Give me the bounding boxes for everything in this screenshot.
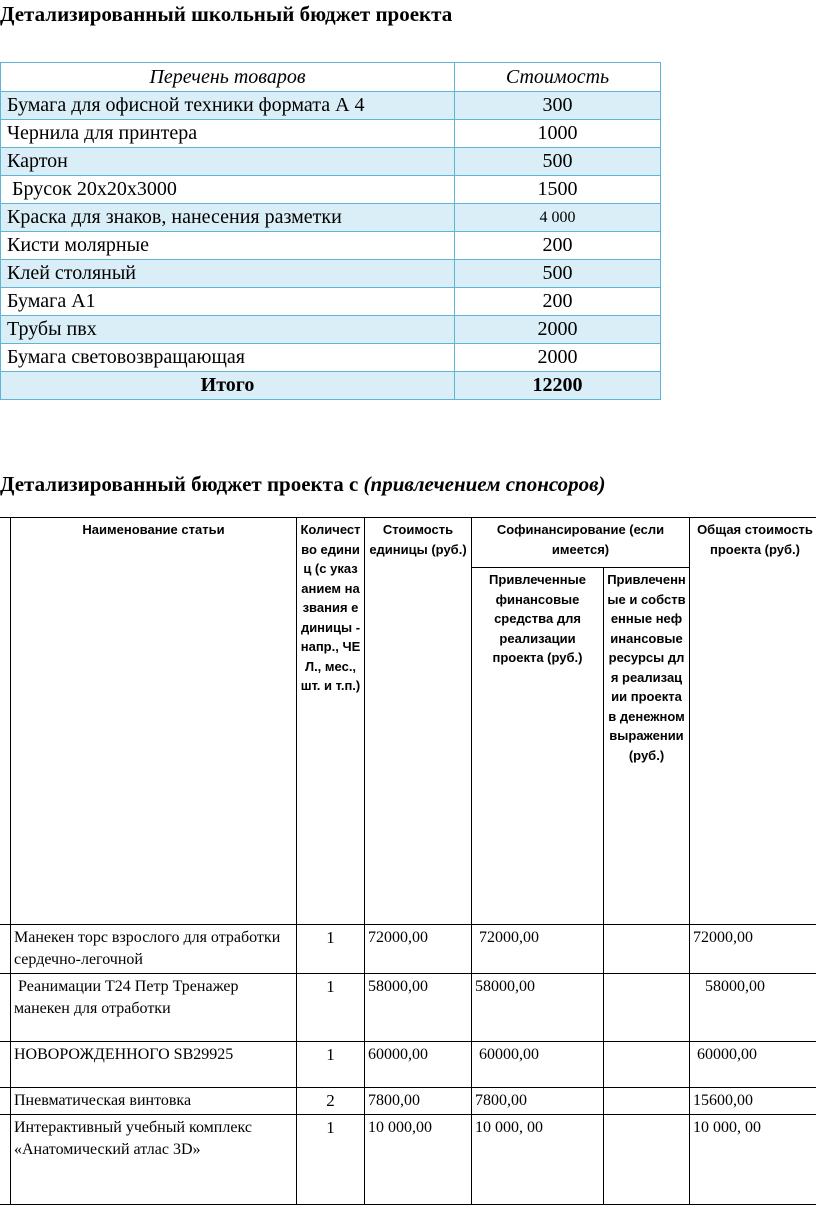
total-cell: 60000,00 (690, 1042, 816, 1088)
edge-cell (0, 518, 11, 925)
name-cell: Пневматическая винтовка (11, 1088, 297, 1115)
own-cell (604, 1088, 690, 1115)
table-row (0, 1115, 816, 1205)
cost-cell: 200 (455, 288, 661, 316)
sponsor-budget-table (0, 517, 816, 1205)
item-cell: Клей столяный (1, 260, 455, 288)
qty-cell: 1 (297, 1042, 365, 1088)
table-row (1, 120, 661, 148)
edge-cell (0, 974, 11, 1042)
header-own: Привлеченные и собственные нефинансовые ресурсы для реализации проекта в денежном выражении (руб.) (604, 568, 690, 925)
total-cell: 15600,00 (690, 1088, 816, 1115)
header-qty: Количество единиц (с указанием названия единицы - напр., ЧЕЛ., мес., шт. и т.п.) (297, 518, 365, 925)
item-cell: Бумага для офисной техники формата А 4 (1, 92, 455, 120)
edge-cell (0, 925, 11, 974)
cost-cell: 1500 (455, 176, 661, 204)
header-name: Наименование статьи (11, 518, 297, 925)
table-row (1, 176, 661, 204)
edge-cell (0, 1042, 11, 1088)
item-cell: Картон (1, 148, 455, 176)
attracted-cell: 10 000, 00 (472, 1115, 604, 1205)
table-row (0, 974, 816, 1042)
qty-cell: 1 (297, 974, 365, 1042)
item-cell: Бумага А1 (1, 288, 455, 316)
own-cell (604, 974, 690, 1042)
item-cell: Чернила для принтера (1, 120, 455, 148)
cost-cell: 4 000 (455, 204, 661, 232)
item-cell: Бумага световозвращающая (1, 344, 455, 372)
qty-cell: 2 (297, 1088, 365, 1115)
attracted-cell: 72000,00 (472, 925, 604, 974)
table-row (1, 204, 661, 232)
table-row (0, 925, 816, 974)
unit-cost-cell: 58000,00 (365, 974, 472, 1042)
table-header-row (0, 518, 816, 568)
cost-cell: 500 (455, 260, 661, 288)
attracted-cell: 7800,00 (472, 1088, 604, 1115)
header-attracted: Привлеченные финансовые средства для реализации проекта (руб.) (472, 568, 604, 925)
cost-cell: 200 (455, 232, 661, 260)
header-unit-cost: Стоимость единицы (руб.) (365, 518, 472, 925)
item-cell: Трубы пвх (1, 316, 455, 344)
page-title: Детализированный школьный бюджет проекта (0, 2, 453, 26)
table-row (0, 1042, 816, 1088)
cost-cell: 2000 (455, 316, 661, 344)
edge-cell (0, 1088, 11, 1115)
header-cost: Стоимость (455, 63, 661, 92)
total-value: 12200 (455, 372, 661, 400)
item-cell: Брусок 20x20x3000 (1, 176, 455, 204)
own-cell (604, 1042, 690, 1088)
table-row (1, 344, 661, 372)
table-header-row (1, 63, 661, 92)
total-cell: 10 000, 00 (690, 1115, 816, 1205)
unit-cost-cell: 7800,00 (365, 1088, 472, 1115)
item-cell: Краска для знаков, нанесения разметки (1, 204, 455, 232)
name-cell: Интерактивный учебный комплекс «Анатомический атлас 3D» (11, 1115, 297, 1205)
own-cell (604, 925, 690, 974)
cost-cell: 500 (455, 148, 661, 176)
attracted-cell: 58000,00 (472, 974, 604, 1042)
table-row (1, 92, 661, 120)
item-cell: Кисти молярные (1, 232, 455, 260)
name-cell: Манекен торс взрослого для отработки сердечно-легочной (11, 925, 297, 974)
header-total: Общая стоимость проекта (руб.) (690, 518, 816, 925)
total-cell: 58000,00 (690, 974, 816, 1042)
qty-cell: 1 (297, 1115, 365, 1205)
attracted-cell: 60000,00 (472, 1042, 604, 1088)
own-cell (604, 1115, 690, 1205)
cost-cell: 1000 (455, 120, 661, 148)
table-row (1, 288, 661, 316)
total-cell: 72000,00 (690, 925, 816, 974)
header-item: Перечень товаров (1, 63, 455, 92)
qty-cell: 1 (297, 925, 365, 974)
total-label: Итого (1, 372, 455, 400)
unit-cost-cell: 60000,00 (365, 1042, 472, 1088)
unit-cost-cell: 10 000,00 (365, 1115, 472, 1205)
unit-cost-cell: 72000,00 (365, 925, 472, 974)
school-budget-table (0, 62, 661, 400)
name-cell: НОВОРОЖДЕННОГО SB29925 (11, 1042, 297, 1088)
table-row (1, 232, 661, 260)
total-row (1, 372, 661, 400)
section-title-italic: (привлечением спонсоров) (363, 472, 606, 496)
section-title-plain: Детализированный бюджет проекта с (0, 472, 364, 496)
table-row (1, 260, 661, 288)
cost-cell: 2000 (455, 344, 661, 372)
table-row (0, 1088, 816, 1115)
edge-cell (0, 1115, 11, 1205)
section-title (0, 472, 606, 497)
header-cofin: Софинансирование (если имеется) (472, 518, 690, 568)
table-row (1, 148, 661, 176)
name-cell: Реанимации Т24 Петр Тренажер манекен для отработки (11, 974, 297, 1042)
table-row (1, 316, 661, 344)
cost-cell: 300 (455, 92, 661, 120)
